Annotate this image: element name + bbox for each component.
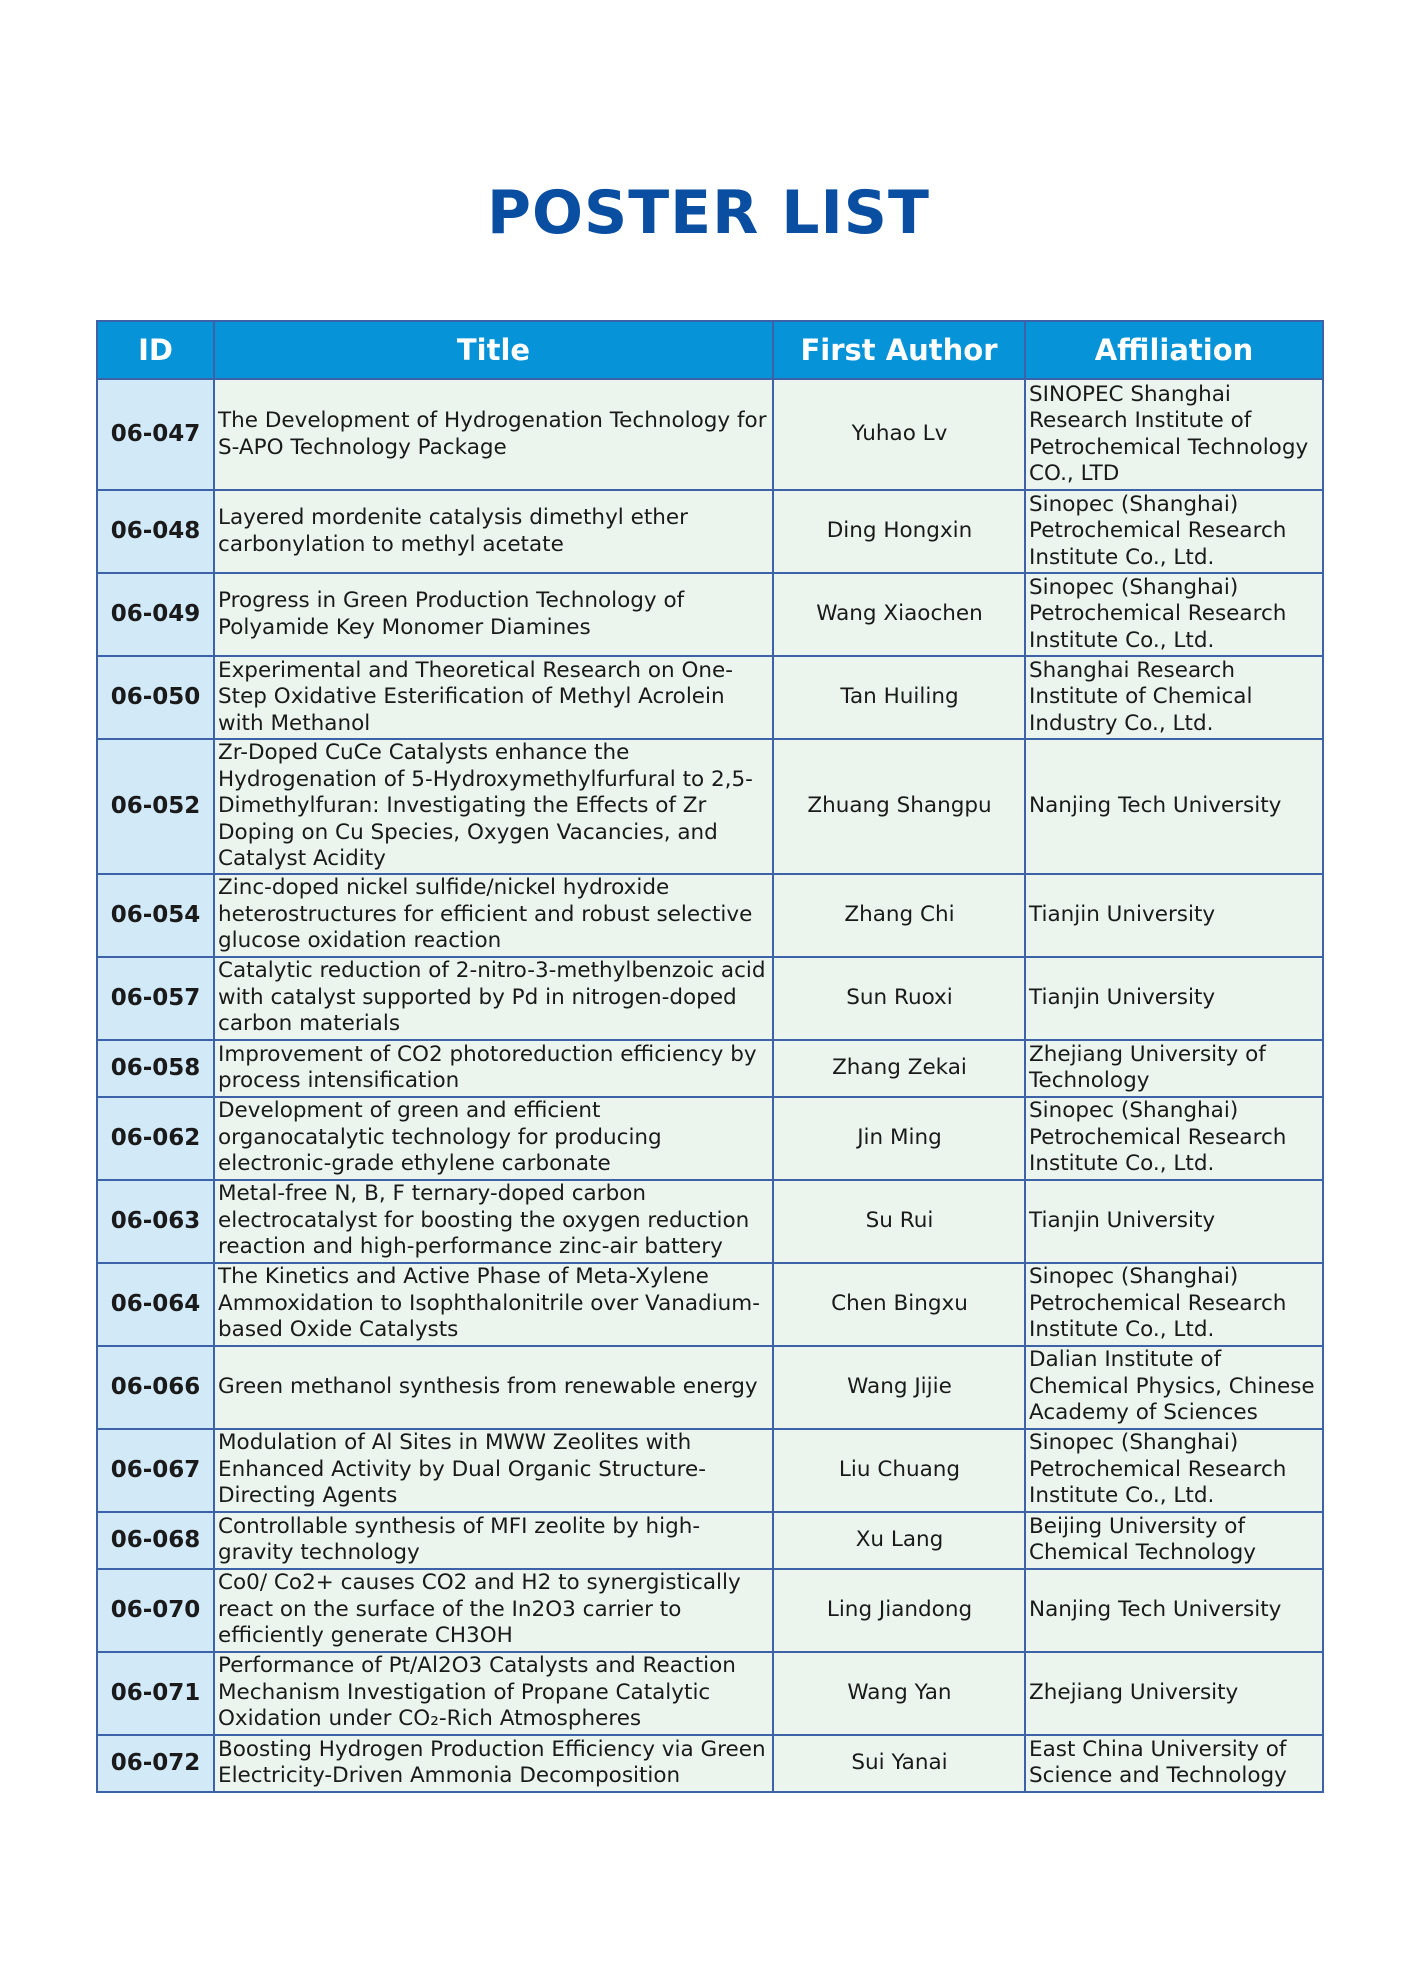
first-author-cell: Wang Xiaochen: [773, 573, 1025, 656]
table-header-row: [97, 321, 1323, 379]
affiliation-cell: SINOPEC Shanghai Research Institute of Petrochemical Technology CO., LTD: [1025, 379, 1323, 490]
table-row: [97, 739, 1323, 874]
poster-title-cell: Metal-free N, B, F ternary-doped carbon electrocatalyst for boosting the oxygen reduction reaction and high-performance zinc-air battery: [214, 1180, 773, 1263]
table-row: [97, 1040, 1323, 1097]
poster-title-cell: Modulation of Al Sites in MWW Zeolites with Enhanced Activity by Dual Organic Structure-Directing Agents: [214, 1429, 773, 1512]
poster-table: [96, 320, 1324, 1793]
table-row: [97, 1652, 1323, 1735]
poster-id-cell: 06-050: [97, 656, 214, 739]
poster-title-cell: Zinc-doped nickel sulfide/nickel hydroxide heterostructures for efficient and robust selective glucose oxidation reaction: [214, 874, 773, 957]
first-author-cell: Zhang Chi: [773, 874, 1025, 957]
poster-id-cell: 06-047: [97, 379, 214, 490]
poster-title-cell: Progress in Green Production Technology of Polyamide Key Monomer Diamines: [214, 573, 773, 656]
poster-title-cell: Layered mordenite catalysis dimethyl ether carbonylation to methyl acetate: [214, 490, 773, 573]
poster-title-cell: Development of green and efficient organocatalytic technology for producing electronic-grade ethylene carbonate: [214, 1097, 773, 1180]
poster-title-cell: Boosting Hydrogen Production Efficiency via Green Electricity-Driven Ammonia Decomposition: [214, 1735, 773, 1792]
affiliation-cell: Dalian Institute of Chemical Physics, Chinese Academy of Sciences: [1025, 1346, 1323, 1429]
first-author-cell: Chen Bingxu: [773, 1263, 1025, 1346]
table-row: [97, 1263, 1323, 1346]
table-row: [97, 874, 1323, 957]
poster-title-cell: Zr-Doped CuCe Catalysts enhance the Hydrogenation of 5-Hydroxymethylfurfural to 2,5-Dimethylfuran: Investigating the Effects of Zr Doping on Cu Species, Oxygen Vacancies, and Catalyst Acidity: [214, 739, 773, 874]
poster-title-cell: Co0/ Co2+ causes CO2 and H2 to synergistically react on the surface of the In2O3 carrier to efficiently generate CH3OH: [214, 1569, 773, 1652]
first-author-cell: Jin Ming: [773, 1097, 1025, 1180]
table-row: [97, 1097, 1323, 1180]
table-row: [97, 379, 1323, 490]
first-author-cell: Wang Yan: [773, 1652, 1025, 1735]
table-row: [97, 1429, 1323, 1512]
poster-id-cell: 06-063: [97, 1180, 214, 1263]
table-row: [97, 573, 1323, 656]
table-row: [97, 1180, 1323, 1263]
first-author-cell: Zhang Zekai: [773, 1040, 1025, 1097]
poster-id-cell: 06-068: [97, 1512, 214, 1569]
affiliation-cell: Sinopec (Shanghai) Petrochemical Research Institute Co., Ltd.: [1025, 490, 1323, 573]
poster-id-cell: 06-052: [97, 739, 214, 874]
first-author-cell: Sun Ruoxi: [773, 957, 1025, 1040]
poster-title-cell: Experimental and Theoretical Research on One-Step Oxidative Esterification of Methyl Acrolein with Methanol: [214, 656, 773, 739]
table-row: [97, 957, 1323, 1040]
affiliation-cell: Beijing University of Chemical Technology: [1025, 1512, 1323, 1569]
poster-id-cell: 06-072: [97, 1735, 214, 1792]
poster-title-cell: Improvement of CO2 photoreduction efficiency by process intensification: [214, 1040, 773, 1097]
first-author-cell: Xu Lang: [773, 1512, 1025, 1569]
affiliation-cell: Shanghai Research Institute of Chemical Industry Co., Ltd.: [1025, 656, 1323, 739]
table-row: [97, 1346, 1323, 1429]
first-author-cell: Tan Huiling: [773, 656, 1025, 739]
column-header-id: ID: [97, 321, 214, 379]
poster-id-cell: 06-054: [97, 874, 214, 957]
affiliation-cell: Zhejiang University: [1025, 1652, 1323, 1735]
poster-id-cell: 06-049: [97, 573, 214, 656]
poster-id-cell: 06-066: [97, 1346, 214, 1429]
poster-id-cell: 06-071: [97, 1652, 214, 1735]
poster-id-cell: 06-067: [97, 1429, 214, 1512]
poster-title-cell: Performance of Pt/Al2O3 Catalysts and Reaction Mechanism Investigation of Propane Catalytic Oxidation under CO₂-Rich Atmospheres: [214, 1652, 773, 1735]
first-author-cell: Sui Yanai: [773, 1735, 1025, 1792]
first-author-cell: Ling Jiandong: [773, 1569, 1025, 1652]
column-header-first-author: First Author: [773, 321, 1025, 379]
table-row: [97, 1512, 1323, 1569]
affiliation-cell: Zhejiang University of Technology: [1025, 1040, 1323, 1097]
poster-title-cell: Green methanol synthesis from renewable energy: [214, 1346, 773, 1429]
first-author-cell: Yuhao Lv: [773, 379, 1025, 490]
affiliation-cell: Sinopec (Shanghai) Petrochemical Research Institute Co., Ltd.: [1025, 1429, 1323, 1512]
page-title: POSTER LIST: [487, 178, 930, 248]
first-author-cell: Ding Hongxin: [773, 490, 1025, 573]
poster-id-cell: 06-064: [97, 1263, 214, 1346]
affiliation-cell: East China University of Science and Technology: [1025, 1735, 1323, 1792]
first-author-cell: Wang Jijie: [773, 1346, 1025, 1429]
table-row: [97, 656, 1323, 739]
affiliation-cell: Nanjing Tech University: [1025, 1569, 1323, 1652]
affiliation-cell: Nanjing Tech University: [1025, 739, 1323, 874]
poster-id-cell: 06-057: [97, 957, 214, 1040]
first-author-cell: Liu Chuang: [773, 1429, 1025, 1512]
affiliation-cell: Sinopec (Shanghai) Petrochemical Research Institute Co., Ltd.: [1025, 1097, 1323, 1180]
affiliation-cell: Sinopec (Shanghai) Petrochemical Research Institute Co., Ltd.: [1025, 573, 1323, 656]
first-author-cell: Su Rui: [773, 1180, 1025, 1263]
table-row: [97, 1569, 1323, 1652]
affiliation-cell: Tianjin University: [1025, 1180, 1323, 1263]
column-header-title: Title: [214, 321, 773, 379]
poster-title-cell: The Development of Hydrogenation Technology for S-APO Technology Package: [214, 379, 773, 490]
poster-title-cell: The Kinetics and Active Phase of Meta-Xylene Ammoxidation to Isophthalonitrile over Vanadium-based Oxide Catalysts: [214, 1263, 773, 1346]
affiliation-cell: Tianjin University: [1025, 957, 1323, 1040]
poster-title-cell: Catalytic reduction of 2-nitro-3-methylbenzoic acid with catalyst supported by Pd in nitrogen-doped carbon materials: [214, 957, 773, 1040]
affiliation-cell: Tianjin University: [1025, 874, 1323, 957]
affiliation-cell: Sinopec (Shanghai) Petrochemical Research Institute Co., Ltd.: [1025, 1263, 1323, 1346]
table-row: [97, 1735, 1323, 1792]
poster-id-cell: 06-058: [97, 1040, 214, 1097]
poster-id-cell: 06-070: [97, 1569, 214, 1652]
poster-id-cell: 06-048: [97, 490, 214, 573]
table-row: [97, 490, 1323, 573]
poster-title-cell: Controllable synthesis of MFI zeolite by high-gravity technology: [214, 1512, 773, 1569]
column-header-affiliation: Affiliation: [1025, 321, 1323, 379]
poster-id-cell: 06-062: [97, 1097, 214, 1180]
first-author-cell: Zhuang Shangpu: [773, 739, 1025, 874]
